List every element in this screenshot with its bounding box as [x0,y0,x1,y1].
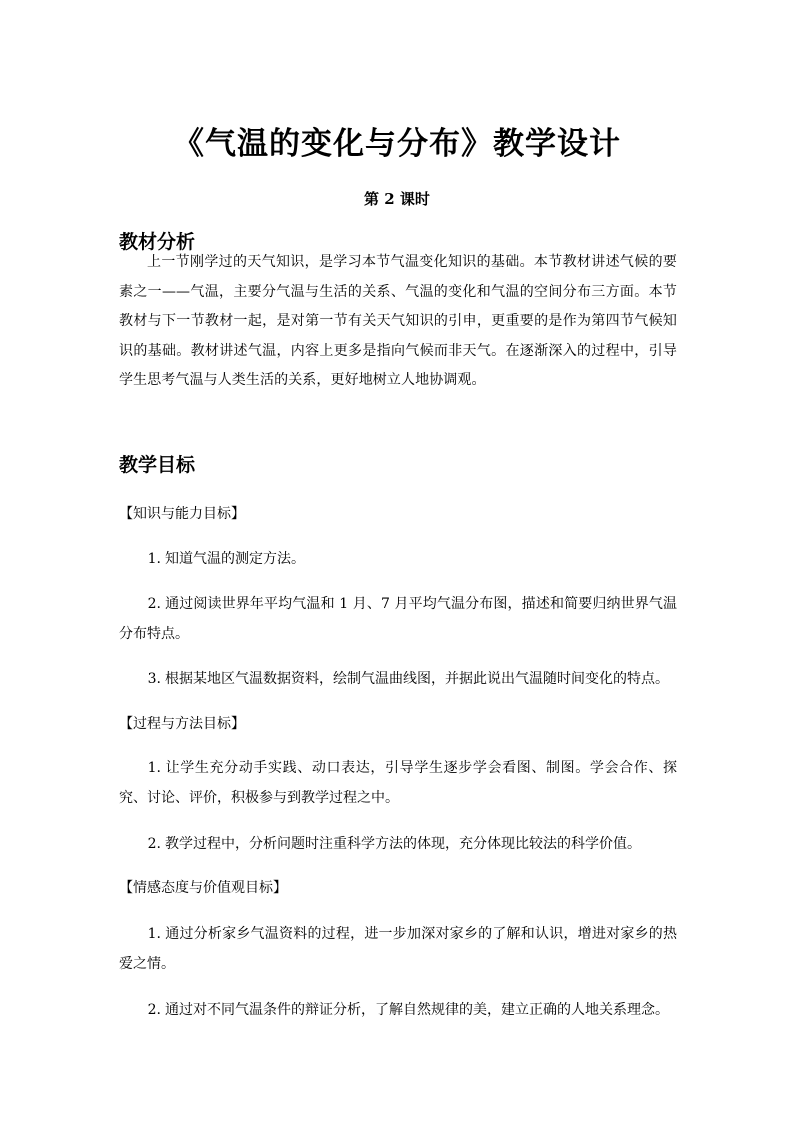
analysis-paragraph: 上一节刚学过的天气知识，是学习本节气温变化知识的基础。本节教材讲述气候的要素之一——气温，主要分气温与生活的关系、气温的变化和气温的空间分布三方面。本节教材与下一节教材一起，是对第一节有关天气知识的引申，更重要的是作为第四节气候知识的基础。教材讲述气温，内容上更多是指向气候而非天气。在逐渐深入的过程中，引导学生思考气温与人类生活的关系，更好地树立人地协调观。 [119,254,677,388]
objective-item-number: 2. [147,1002,161,1018]
objective-item [119,544,677,574]
objective-item-text: 让学生充分动手实践、动口表达，引导学生逐步学会看图、制图。学会合作、探究、讨论、评价，积极参与到教学过程之中。 [119,760,677,806]
objective-item [119,919,677,979]
section-heading-analysis: 教材分析 [119,231,196,253]
objective-item-number: 2. [147,596,161,612]
objective-item-text: 通过分析家乡气温资料的过程，进一步加深对家乡的了解和认识，增进对家乡的热爱之情。 [119,926,677,972]
objective-item-text: 通过对不同气温条件的辩证分析，了解自然规律的美，建立正确的人地关系理念。 [165,1002,669,1018]
objective-group-label: 【过程与方法目标】 [119,716,245,732]
document-subtitle: 第 2 课时 [364,190,430,208]
objective-item [119,829,677,859]
objective-item-text: 通过阅读世界年平均气温和 1 月、7 月平均气温分布图，描述和简要归纳世界气温分布特点。 [119,596,677,642]
objective-item-number: 1. [147,926,161,942]
objective-item-text: 教学过程中，分析问题时注重科学方法的体现，充分体现比较法的科学价值。 [165,836,641,852]
objective-group-label: 【知识与能力目标】 [119,506,245,522]
objective-item [119,589,677,649]
objective-item-text: 根据某地区气温数据资料，绘制气温曲线图，并据此说出气温随时间变化的特点。 [165,671,669,687]
objective-item-number: 3. [147,671,161,687]
objective-item-number: 1. [147,551,161,567]
objective-item [119,664,677,694]
document-title: 《气温的变化与分布》教学设计 [173,126,621,162]
section-heading-objectives: 教学目标 [119,454,196,476]
objective-group-label: 【情感态度与价值观目标】 [119,880,287,896]
objective-item [119,753,677,813]
objective-item-text: 知道气温的测定方法。 [165,551,305,567]
objective-item-number: 1. [147,760,161,776]
objective-item [119,995,677,1025]
objective-item-number: 2. [147,836,161,852]
